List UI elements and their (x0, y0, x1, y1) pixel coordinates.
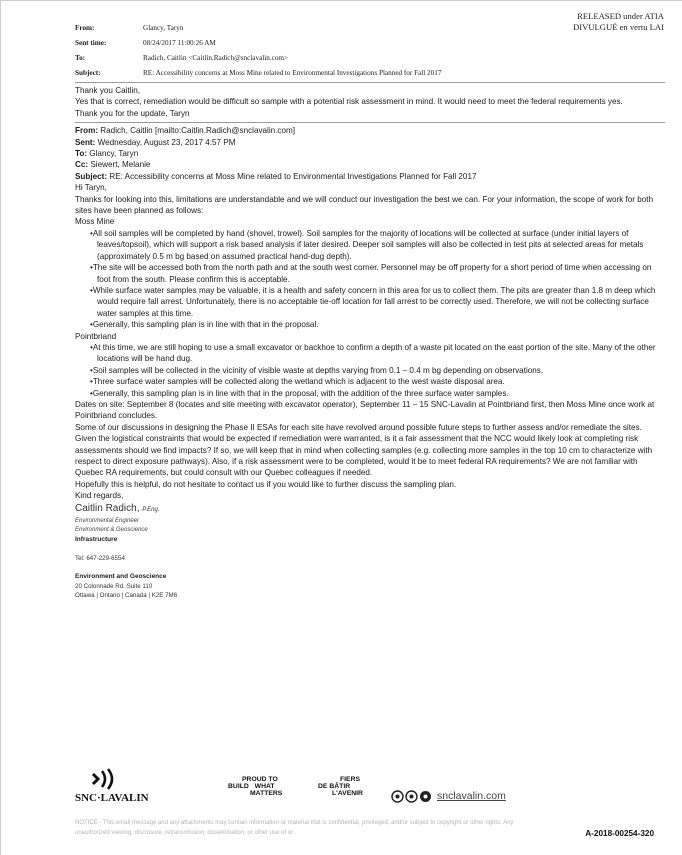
list-item: •All soil samples will be completed by hand (shovel, trowel). Soil samples for the majority of locations will be collected at surface (under initial layers of leaves/topsoil), which will support a risk based analysis if later desired. Deeper soil samples will also be collected in test pits at selected areas for metals (approximately 0.5 m bg based on assumed practical hand-dug depth). (90, 228, 644, 261)
list-item: •The site will be accessed both from the north path and at the south west corner. Personnel may be off property for a short period of time when accessing on foot from the south. Please confirm this is acceptable. (90, 263, 652, 284)
email-body (75, 85, 665, 600)
header-sent-label: Sent time: (75, 39, 107, 47)
original-cc-row (75, 159, 665, 170)
original-sent-label: Sent: (75, 137, 96, 147)
message-greeting: Hi Taryn, (75, 183, 107, 193)
reply-line2: Thank you for the update, Taryn (75, 108, 190, 118)
tagline-en-mid-row (228, 783, 282, 790)
tagline-en-prefix: BUILD (228, 783, 249, 790)
release-stamp-line1: RELEASED under ATIA (577, 11, 664, 21)
message-dates: Dates on site: September 8 (locates and site meeting with excavator operator), September 11 – 15 SNC-Lavalin at Pointbriand first, then Moss Mine once work at Pointbriand concludes. (75, 399, 655, 421)
signature-name: Caitlin Radich, (75, 502, 140, 514)
original-subject-label: Subject: (75, 171, 108, 181)
signature-name-row (75, 502, 665, 517)
header-subject-value: RE: Accessibility concerns at Moss Mine related to Environmental Investigations Planned for Fall 2017 (143, 69, 442, 77)
header-divider (75, 82, 665, 83)
original-header (75, 125, 665, 182)
site-heading-moss: Moss Mine (75, 217, 115, 227)
company-logo: SNC·LAVALIN (75, 792, 149, 804)
message-discussion: Some of our discussions in designing the Phase II ESAs for each site have revolved around possible future steps to further assess and/or remediate the sites. Given the logistical constraints that would be expected if remediation were warranted, is it a fair assessment that the NCC would likely look at completing risk assessments should we find impacts? If so, we will keep that in mind when collecting samples (e.g. collecting more samples in the top 10 cm to characterize with respect to direct exposure pathways). Also, if a risk assessment were to be completed, would it be to meet federal RA requirements? We are not familiar with Quebec RA requirements, but could consult with our Quebec colleagues if needed. (75, 422, 653, 478)
signature-address2: Ottawa | Ontario | Canada | K2E 7M6 (75, 591, 178, 599)
tagline-en-mid: WHAT (254, 783, 275, 790)
tagline-english (228, 776, 282, 797)
list-item: •Generally, this sampling plan is in line with that in the proposal, with the addition of the three surface water samples. (90, 388, 509, 398)
list-item: •Soil samples will be collected in the vicinity of visible waste at depths varying from 0.1 – 0.4 m bg depending on observations. (90, 365, 544, 375)
signature-block (75, 502, 665, 600)
header-from-label: From: (75, 24, 95, 32)
list-item: •Generally, this sampling plan is in line with that in the proposal. (90, 320, 319, 330)
snc-lavalin-wave-icon (90, 768, 118, 790)
footer-notice: NOTICE - This email message and any attachments may contain information or material that is confidential, privileged, and/or subject to copyright or other rights. Any unauthorized viewing, disclosure, retransmission, dissemination, or other use of or (75, 820, 514, 836)
original-from-value: Radich, Caitlin [mailto:Caitlin.Radich@snclavalin.com] (100, 126, 296, 136)
reply-line1: Yes that is correct, remediation would be difficult so sample with a potential risk assessment in mind. It would need to meet the federal requirements yes. (75, 97, 623, 107)
original-sent-row (75, 137, 665, 148)
tagline-en-top: PROUD TO (242, 776, 278, 783)
original-to-row (75, 148, 665, 159)
signature-office: Environment and Geoscience (75, 572, 167, 580)
original-from-row (75, 125, 665, 136)
original-subject-row (75, 171, 665, 182)
original-to-value: Glancy, Taryn (89, 149, 139, 159)
document-reference: A-2018-00254-320 (585, 829, 654, 838)
original-cc-value: Siewert, Melanie (90, 160, 151, 170)
original-to-label: To: (75, 149, 88, 159)
original-cc-label: Cc: (75, 160, 89, 170)
tagline-french (318, 776, 363, 797)
list-item: •While surface water samples may be valuable, it is a health and safety concern in this area for us to collect them. The pits are greater than 1.8 m deep which would require fall arrest. Unfortunately, there is no acceptable tie-off location for fall arrest to be correctly used. Therefore, we will not be collecting surface water samples at this time. (90, 285, 656, 318)
list-item: •At this time, we are still hoping to use a small excavator or backhoe to confirm a depth of a waste pit located on the east portion of the site. Many of the other locations will be hand dug. (90, 342, 656, 364)
website-link[interactable]: snclavalin.com (437, 790, 506, 802)
header-to-value: Radich, Caitlin <Caitlin.Radich@snclavalin.com> (143, 54, 289, 62)
signature-address1: 20 Colonnade Rd. Suite 110 (75, 582, 153, 590)
header-sent-value: 08/24/2017 11:00:26 AM (143, 39, 216, 47)
release-stamp-line2: DIVULGUÉ en vertu LAI (573, 22, 664, 32)
site-heading-pointbriand: Pointbriand (75, 331, 117, 341)
message-closing: Hopefully this is helpful, do not hesitate to contact us if you would like to further discuss the sampling plan. (75, 479, 457, 489)
page-border-left (0, 0, 1, 855)
tagline-en-bottom: MATTERS (250, 790, 283, 797)
release-stamp (573, 11, 664, 33)
message-intro: Thanks for looking into this, limitations are understandable and we will conduct our investigation the best we can. For your information, the scope of work for both sites have been planned as follows: (75, 194, 654, 216)
signature-dept: Environment & Geoscience (75, 526, 148, 533)
tagline-fr-prefix: DE (318, 783, 328, 790)
header-to-label: To: (75, 54, 86, 62)
reply-divider (75, 122, 665, 123)
original-from-label: From: (75, 126, 99, 136)
signature-credential: P.Eng. (142, 506, 160, 513)
reply-greeting: Thank you Caitlin, (75, 86, 141, 95)
original-subject-value: RE: Accessibility concerns at Moss Mine related to Environmental Investigations Planned for Fall 2017 (109, 171, 477, 181)
header-subject-label: Subject: (75, 69, 101, 77)
tagline-fr-mid: BÂTIR (329, 783, 351, 790)
header-from-value: Glancy, Taryn (143, 24, 184, 32)
signature-tel: Tel: 647-229-6554 (75, 554, 125, 562)
signature-title: Environmental Engineer (75, 517, 140, 524)
tagline-fr-top: FIERS (340, 776, 361, 783)
signature-division: Infrastructure (75, 535, 118, 543)
creative-commons-icon (391, 790, 433, 803)
message-regards: Kind regards, (75, 491, 124, 501)
tagline-fr-bottom: L'AVENIR (332, 790, 363, 797)
original-sent-value: Wednesday, August 23, 2017 4:57 PM (97, 137, 236, 147)
tagline-fr-mid-row (318, 783, 363, 790)
list-item: •Three surface water samples will be collected along the wetland which is adjacent to the west waste disposal area. (90, 377, 505, 387)
page-border-top (0, 0, 682, 1)
